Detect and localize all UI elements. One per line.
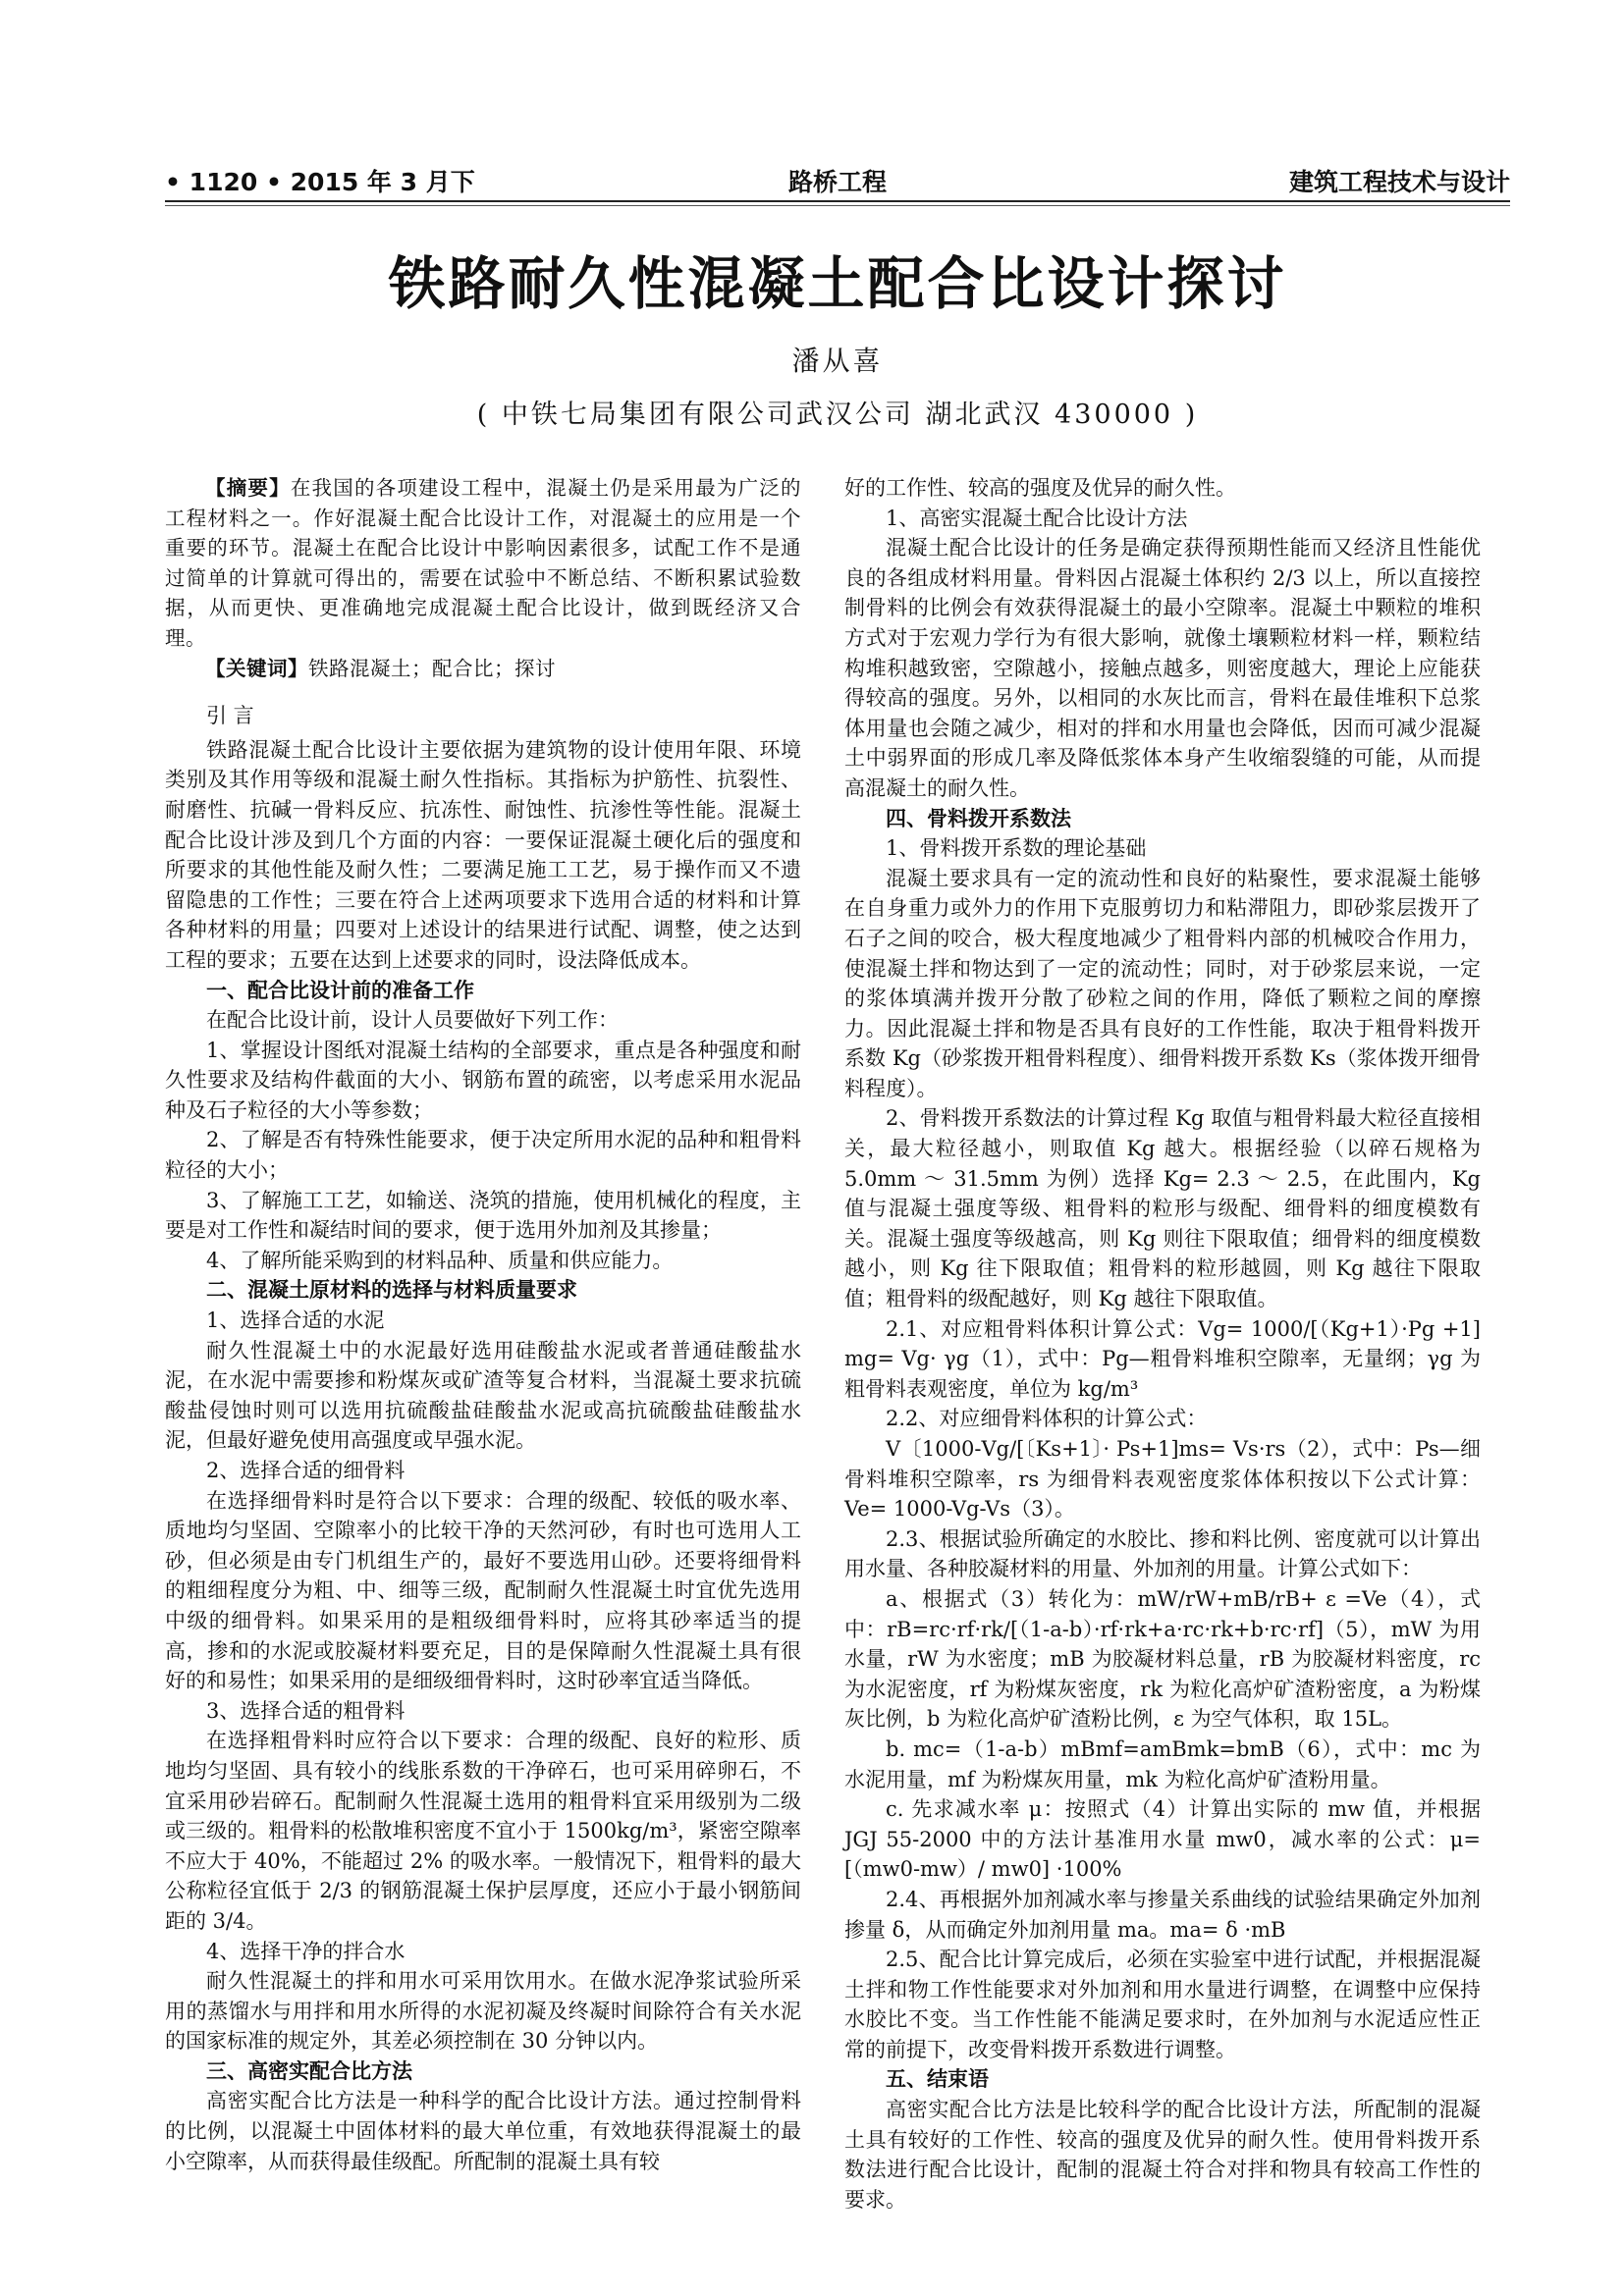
running-header: [165, 163, 1510, 198]
body-paragraph: 2.1、对应粗骨料体积计算公式：Vg= 1000/[（Kg+1）·Pg +1] mg= Vg· γg（1），式中：Pg—粗骨料堆积空隙率，无量纲；γg 为粗骨料表观密度，单位为 kg/m³: [844, 1316, 1481, 1401]
body-paragraph: 在选择细骨料时是符合以下要求：合理的级配、较低的吸水率、质地均匀坚固、空隙率小的比较干净的天然河砂，有时也可选用人工砂，但必须是由专门机组生产的，最好不要选用山砂。还要将细骨料的粗细程度分为粗、中、细等三级，配制耐久性混凝土时宜优先选用中级的细骨料。如果采用的是粗级细骨料时，应将其砂率适当的提高，掺和的水泥或胶凝材料要充足，目的是保障耐久性混凝土具有很好的和易性；如果采用的是细级细骨料时，这时砂率宜适当降低。: [165, 1488, 801, 1693]
body-paragraph: 混凝土配合比设计的任务是确定获得预期性能而又经济且性能优良的各组成材料用量。骨料因占混凝土体积约 2/3 以上，所以直接控制骨料的比例会有效获得混凝土的最小空隙率。混凝土中颗粒的堆积方式对于宏观力学行为有很大影响，就像土壤颗粒材料一样，颗粒结构堆积越致密，空隙越小，接触点越多，则密度越大，理论上应能获得较高的强度。另外，以相同的水灰比而言，骨料在最佳堆积下总浆体用量也会随之减少，相对的拌和水用量也会降低，因而可减少混凝土中弱界面的形成几率及降低浆体本身产生收缩裂缝的可能，从而提高混凝土的耐久性。: [844, 536, 1481, 800]
body-paragraph: 2.5、配合比计算完成后，必须在实验室中进行试配，并根据混凝土拌和物工作性能要求对外加剂和用水量进行调整，在调整中应保持水胶比不变。当工作性能不能满足要求时，在外加剂与水泥适应性正常的前提下，改变骨料拨开系数进行调整。: [844, 1948, 1481, 2061]
journal-name: 路桥工程: [787, 168, 887, 196]
body-paragraph: c. 先求减水率 μ：按照式（4）计算出实际的 mw 值，并根据 JGJ 55-2000 中的方法计基准用水量 mw0，减水率的公式：μ=[（mw0-mw）/ mw0] ·100%: [844, 1797, 1481, 1882]
article-title: 铁路耐久性混凝土配合比设计探讨: [388, 250, 1287, 317]
body-paragraph: 铁路混凝土配合比设计主要依据为建筑物的设计使用年限、环境类别及其作用等级和混凝土耐久性指标。其指标为护筋性、抗裂性、耐磨性、抗碱一骨料反应、抗冻性、耐蚀性、抗渗性等性能。混凝土配合比设计涉及到几个方面的内容：一要保证混凝土硬化后的强度和所要求的其他性能及耐久性；二要满足施工工艺，易于操作而又不遗留隐患的工作性；三要在符合上述两项要求下选用合适的材料和计算各种材料的用量；四要对上述设计的结果进行试配、调整，使之达到工程的要求；五要在达到上述要求的同时，设法降低成本。: [165, 737, 801, 972]
abstract-tag: 【摘要】: [205, 476, 291, 500]
body-paragraph: 2.2、对应细骨料体积的计算公式：: [886, 1407, 1208, 1431]
body-paragraph: 3、选择合适的粗骨料: [206, 1698, 406, 1723]
body-paragraph: 2、选择合适的细骨料: [206, 1459, 406, 1482]
body-paragraph: 2、了解是否有特殊性能要求，便于决定所用水泥的品种和粗骨料粒径的大小；: [165, 1128, 801, 1183]
body-paragraph: 好的工作性、较高的强度及优异的耐久性。: [844, 476, 1236, 500]
body-paragraph: 2.4、再根据外加剂减水率与掺量关系曲线的试验结果确定外加剂掺量 δ，从而确定外加剂用量 ma。ma= δ ·mB: [844, 1887, 1481, 1942]
body-paragraph: 1、骨料拨开系数的理论基础: [886, 836, 1147, 861]
right-column: [844, 473, 1481, 2215]
section-heading: 一、配合比设计前的准备工作: [206, 978, 474, 1002]
section-heading: 五、结束语: [886, 2067, 989, 2092]
body-paragraph: 1、掌握设计图纸对混凝土结构的全部要求，重点是各种强度和耐久性要求及结构件截面的大小、钢筋布置的疏密，以考虑采用水泥品种及石子粒径的大小等参数；: [165, 1038, 801, 1122]
body-paragraph: 混凝土要求具有一定的流动性和良好的粘聚性，要求混凝土能够在自身重力或外力的作用下克服剪切力和粘滞阻力，即砂浆层拨开了石子之间的咬合，极大程度地减少了粗骨料内部的机械咬合作用力，使混凝土拌和物达到了一定的流动性；同时，对于砂浆层来说，一定的浆体填满并拨开分散了砂粒之间的作用，降低了颗粒之间的摩擦力。因此混凝土拌和物是否具有良好的工作性能，取决于粗骨料拨开系数 Kg（砂浆拨开粗骨料程度）、细骨料拨开系数 Ks（浆体拨开细骨料程度）。: [844, 866, 1481, 1100]
body-paragraph: 耐久性混凝土的拌和用水可采用饮用水。在做水泥净浆试验所采用的蒸馏水与用拌和用水所得的水泥初凝及终凝时间除符合有关水泥的国家标准的规定外，其差必须控制在 30 分钟以内。: [165, 1969, 801, 2054]
column-name: 建筑工程技术与设计: [1288, 168, 1510, 196]
keywords-tag: 【关键词】: [205, 656, 308, 680]
body-paragraph: a、根据式（3）转化为：mW/rW+mB/rB+ ε =Ve（4），式中：rB=rc·rf·rk/[（1-a-b）·rf·rk+a·rc·rk+b·rc·rf]（5），mW 为用水量，rW 为水密度；mB 为胶凝材料总量，rB 为胶凝材料密度，rc 为水泥密度，rf 为粉煤灰密度，rk 为粒化高炉矿渣粉密度，a 为粉煤灰比例，b 为粒化高炉矿渣粉比例，ε 为空气体积，取 15L。: [844, 1586, 1481, 1732]
author-affiliation: ( 中铁七局集团有限公司武汉公司 湖北武汉 430000 ): [476, 400, 1199, 430]
body-paragraph: 3、了解施工工艺，如输送、浇筑的措施，使用机械化的程度，主要是对工作性和凝结时间的要求，便于选用外加剂及其掺量；: [165, 1188, 801, 1243]
header-rule-thin: [165, 205, 1510, 206]
abstract-text: 在我国的各项建设工程中，混凝土仍是采用最为广泛的工程材料之一。作好混凝土配合比设计工作，对混凝土的应用是一个重要的环节。混凝土在配合比设计中影响因素很多，试配工作不是通过简单的计算就可得出的，需要在试验中不断总结、不断积累试验数据，从而更快、更准确地完成混凝土配合比设计，做到既经济又合理。: [165, 476, 802, 650]
body-paragraph: 1、高密实混凝土配合比设计方法: [886, 506, 1188, 530]
body-paragraph: b. mc=（1-a-b）mBmf=amBmk=bmB（6），式中：mc 为水泥用量，mf 为粉煤灰用量，mk 为粒化高炉矿渣粉用量。: [844, 1736, 1481, 1791]
page-number-date: • 1120 • 2015 年 3 月下: [165, 168, 475, 196]
header-rule: [165, 200, 1510, 202]
body-paragraph: 耐久性混凝土中的水泥最好选用硅酸盐水泥或者普通硅酸盐水泥，在水泥中需要掺和粉煤灰或矿渣等复合材料，当混凝土要求抗硫酸盐侵蚀时则可以选用抗硫酸盐硅酸盐水泥或高抗硫酸盐硅酸盐水泥，但最好避免使用高强度或早强水泥。: [165, 1338, 801, 1453]
body-paragraph: 2.3、根据试验所确定的水胶比、掺和料比例、密度就可以计算出用水量、各种胶凝材料的用量、外加剂的用量。计算公式如下：: [844, 1526, 1481, 1581]
body-paragraph: 4、了解所能采购到的材料品种、质量和供应能力。: [206, 1248, 674, 1272]
section-heading: 二、混凝土原材料的选择与材料质量要求: [206, 1278, 577, 1303]
body-paragraph: 2、骨料拨开系数法的计算过程 Kg 取值与粗骨料最大粒径直接相关，最大粒径越小，则取值 Kg 越大。根据经验（以碎石规格为 5.0mm ～ 31.5mm 为例）选择 Kg= 2.3 ～ 2.5，在此围内，Kg 值与混凝土强度等级、粗骨料的粒形与级配、细骨料的细度模数有关。混凝土强度等级越高，则 Kg 则往下限取值；细骨料的细度模数越小，则 Kg 往下限取值；粗骨料的粒形越圆，则 Kg 越往下限取值；粗骨料的级配越好，则 Kg 越往下限取值。: [844, 1106, 1481, 1311]
body-paragraph: 在配合比设计前，设计人员要做好下列工作：: [206, 1008, 619, 1033]
body-paragraph: V〔1000-Vg/[〔Ks+1〕· Ps+1]ms= Vs·rs（2），式中：Ps—细骨料堆积空隙率，rs 为细骨料表观密度浆体体积按以下公式计算：Ve= 1000-Vg-Vs（3）。: [844, 1437, 1481, 1522]
section-heading: 三、高密实配合比方法: [206, 2058, 412, 2083]
body-paragraph: 高密实配合比方法是一种科学的配合比设计方法。通过控制骨料的比例，以混凝土中固体材料的最大单位重，有效地获得混凝土的最小空隙率，从而获得最佳级配。所配制的混凝土具有较: [165, 2089, 801, 2173]
abstract-block: [165, 473, 801, 683]
body-paragraph: 4、选择干净的拌合水: [206, 1939, 406, 1963]
section-heading: 四、骨料拨开系数法: [886, 806, 1071, 830]
article-author: 潘从喜: [791, 345, 884, 377]
body-paragraph: 1、选择合适的水泥: [206, 1308, 385, 1333]
keywords-text: 铁路混凝土；配合比；探讨: [308, 656, 556, 680]
left-column: [165, 473, 801, 2176]
section-heading: 引 言: [206, 704, 254, 728]
body-paragraph: 在选择粗骨料时应符合以下要求：合理的级配、良好的粒形、质地均匀坚固、具有较小的线胀系数的干净碎石，也可采用碎卵石，不宜采用砂岩碎石。配制耐久性混凝土选用的粗骨料宜采用级别为二级或三级的。粗骨料的松散堆积密度不宜小于 1500kg/m³，紧密空隙率不应大于 40%，不能超过 2% 的吸水率。一般情况下，粗骨料的最大公称粒径宜低于 2/3 的钢筋混凝土保护层厚度，还应小于最小钢筋间距的 3/4。: [165, 1729, 801, 1933]
body-paragraph: 高密实配合比方法是比较科学的配合比设计方法，所配制的混凝土具有较好的工作性、较高的强度及优异的耐久性。使用骨料拨开系数法进行配合比设计，配制的混凝土符合对拌和物具有较高工作性的要求。: [844, 2098, 1481, 2212]
